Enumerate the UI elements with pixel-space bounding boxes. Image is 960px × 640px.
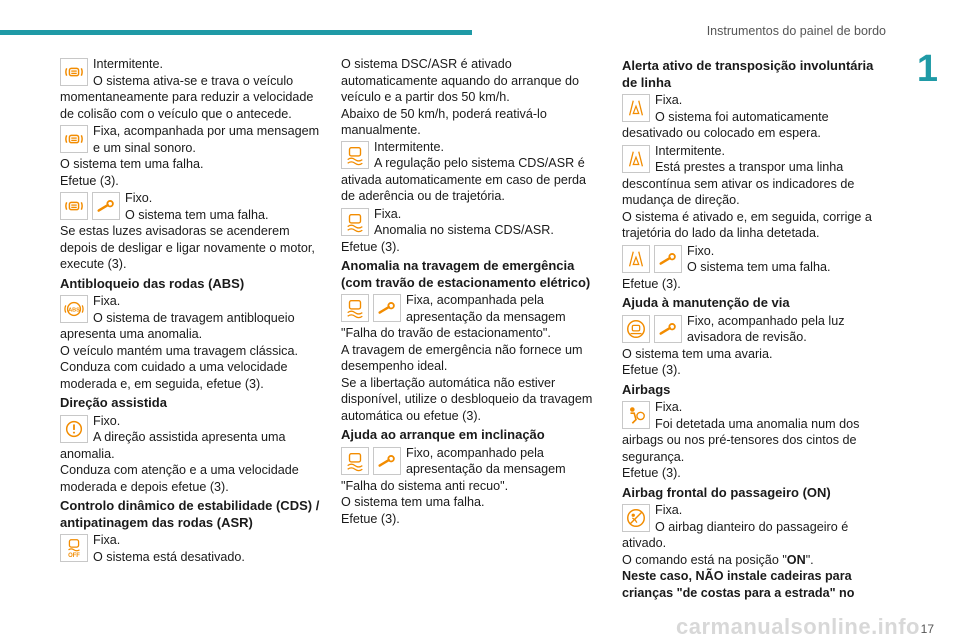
paragraph: Anomalia no sistema CDS/ASR. bbox=[374, 223, 554, 237]
page-number: 17 bbox=[920, 622, 934, 636]
paragraph: O sistema tem uma falha. bbox=[341, 495, 485, 509]
cds-icon bbox=[341, 447, 369, 475]
paragraph: Conduza com atenção e a uma velocidade moderada e depois efetue (3). bbox=[60, 463, 299, 494]
section-heading-lane-keeping: Ajuda à manutenção de via bbox=[622, 295, 790, 310]
header-accent-bar bbox=[0, 30, 472, 35]
cds-icon bbox=[341, 294, 369, 322]
steering-block bbox=[60, 413, 322, 496]
collision-alert-icon bbox=[60, 58, 88, 86]
wrench-icon bbox=[92, 192, 120, 220]
paragraph: O sistema tem uma falha. bbox=[125, 207, 269, 222]
paragraph: Está prestes a transpor uma linha descontínua sem ativar os indicadores de mudança de direção. bbox=[622, 160, 855, 207]
chapter-number: 1 bbox=[916, 48, 938, 90]
steering-wheel-icon bbox=[60, 415, 88, 443]
passenger-airbag-block bbox=[622, 502, 884, 601]
paragraph: Se a libertação automática não estiver disponível, utilize o desbloqueio da travagem automática ou efetue (3). bbox=[341, 375, 593, 423]
paragraph: O sistema tem uma avaria. bbox=[622, 346, 773, 361]
wrench-icon bbox=[373, 447, 401, 475]
lane-fixed-block bbox=[622, 92, 884, 142]
paragraph: A travagem de emergência não fornece um desempenho ideal. bbox=[341, 342, 583, 373]
abs-icon bbox=[60, 295, 88, 323]
lane-fault-block bbox=[622, 243, 884, 293]
text-bold: ON bbox=[786, 552, 806, 567]
paragraph: Fixa. bbox=[374, 206, 402, 221]
cds-intermittent-block bbox=[341, 139, 603, 205]
paragraph: Fixo, acompanhado pela apresentação da mensagem "Falha do sistema anti recuo". bbox=[341, 445, 566, 493]
wrench-icon bbox=[654, 315, 682, 343]
paragraph: O sistema DSC/ASR é ativado automaticamente aquando do arranque do veículo e a partir dos 50 km/h. bbox=[341, 57, 580, 104]
paragraph: O sistema está desativado. bbox=[93, 549, 245, 564]
paragraph: Conduza com cuidado a uma velocidade moderada e, em seguida, efetue (3). bbox=[60, 360, 288, 391]
paragraph: O sistema ativa-se e trava o veículo momentaneamente para reduzir a velocidade de colisão com o veículo que o antecede. bbox=[60, 73, 314, 121]
paragraph: Efetue (3). bbox=[622, 466, 681, 480]
text: O comando está na posição " bbox=[622, 552, 787, 567]
column-1 bbox=[60, 56, 322, 566]
paragraph bbox=[622, 552, 884, 569]
dsc-intro bbox=[341, 56, 603, 139]
paragraph: Intermitente. bbox=[374, 139, 444, 154]
paragraph: Fixa. bbox=[655, 93, 683, 107]
paragraph: Fixa. bbox=[655, 503, 683, 517]
emergency-braking-block bbox=[341, 292, 603, 424]
section-heading-abs: Antibloqueio das rodas (ABS) bbox=[60, 275, 245, 291]
column-3 bbox=[622, 56, 884, 602]
hill-start-block bbox=[341, 445, 603, 528]
paragraph: A regulação pelo sistema CDS/ASR é ativada automaticamente em caso de perda de aderência ou de trajetória. bbox=[341, 156, 587, 203]
airbag-icon bbox=[622, 401, 650, 429]
paragraph: Abaixo de 50 km/h, poderá reativá-lo manualmente. bbox=[341, 106, 547, 137]
lane-departure-icon bbox=[622, 145, 650, 173]
paragraph: Fixa, acompanhada pela apresentação da mensagem "Falha do travão de estacionamento". bbox=[341, 293, 566, 340]
section-heading-passenger-airbag: Airbag frontal do passageiro (ON) bbox=[622, 484, 831, 500]
lane-departure-icon bbox=[622, 94, 650, 122]
paragraph: Intermitente. bbox=[93, 57, 163, 71]
cds-off-block bbox=[60, 532, 322, 565]
cds-icon bbox=[341, 208, 369, 236]
paragraph: O sistema tem uma falha. bbox=[60, 157, 204, 171]
section-heading-emergency-braking: Anomalia na travagem de emergência (com travão de estacionamento elétrico) bbox=[341, 258, 591, 290]
paragraph: Fixa, acompanhada por uma mensagem e um sinal sonoro. bbox=[93, 124, 320, 155]
collision-fault-block bbox=[60, 190, 322, 273]
section-heading-airbags: Airbags bbox=[622, 381, 671, 397]
paragraph: Efetue (3). bbox=[622, 276, 681, 291]
paragraph: O sistema tem uma falha. bbox=[687, 260, 831, 274]
paragraph: Efetue (3). bbox=[60, 173, 119, 188]
wrench-icon bbox=[373, 294, 401, 322]
section-heading-cds: Controlo dinâmico de estabilidade (CDS) / antipatinagem das rodas (ASR) bbox=[60, 498, 320, 530]
paragraph: Fixa. bbox=[93, 533, 121, 547]
section-heading-hill-start: Ajuda ao arranque em inclinação bbox=[341, 427, 545, 442]
cds-off-icon bbox=[60, 534, 88, 562]
abs-block bbox=[60, 293, 322, 392]
paragraph: Fixa. bbox=[93, 294, 121, 308]
lane-keeping-assist-icon bbox=[622, 315, 650, 343]
paragraph: Efetue (3). bbox=[341, 239, 400, 254]
collision-intermittent-block bbox=[60, 56, 322, 122]
wrench-icon bbox=[654, 245, 682, 273]
paragraph: O airbag dianteiro do passageiro é ativado. bbox=[622, 519, 849, 550]
section-heading-lane-alert: Alerta ativo de transposição involuntária de linha bbox=[622, 58, 874, 90]
paragraph: Fixo. bbox=[687, 243, 715, 258]
lane-intermittent-block bbox=[622, 143, 884, 242]
paragraph: Fixo, acompanhado pela luz avisadora de revisão. bbox=[687, 313, 845, 344]
airbags-block bbox=[622, 399, 884, 482]
lane-keeping-block bbox=[622, 313, 884, 379]
cds-icon bbox=[341, 141, 369, 169]
paragraph: Fixa. bbox=[655, 400, 683, 414]
paragraph: O sistema foi automaticamente desativado ou colocado em espera. bbox=[622, 109, 829, 140]
column-2 bbox=[341, 56, 603, 528]
paragraph: Efetue (3). bbox=[341, 511, 400, 526]
paragraph: Fixo. bbox=[125, 191, 153, 205]
paragraph: O sistema é ativado e, em seguida, corrige a trajetória do lado da linha detetada. bbox=[622, 209, 872, 240]
collision-alert-icon bbox=[60, 192, 88, 220]
paragraph: Se estas luzes avisadoras se acenderem depois de desligar e ligar novamente o motor, execute (3). bbox=[60, 224, 315, 271]
watermark: carmanualsonline.info bbox=[676, 614, 920, 639]
cds-fixed-block bbox=[341, 206, 603, 256]
page-header-title: Instrumentos do painel de bordo bbox=[706, 24, 886, 38]
paragraph: O veículo mantém uma travagem clássica. bbox=[60, 343, 298, 358]
lane-departure-icon bbox=[622, 245, 650, 273]
paragraph: Foi detetada uma anomalia num dos airbags ou nos pré-tensores dos cintos de segurança. bbox=[622, 416, 860, 464]
paragraph: A direção assistida apresenta uma anomalia. bbox=[60, 430, 286, 461]
paragraph: O sistema de travagem antibloqueio apresenta uma anomalia. bbox=[60, 310, 295, 341]
collision-fixed-block bbox=[60, 123, 322, 189]
paragraph: Efetue (3). bbox=[622, 363, 681, 377]
text: ". bbox=[805, 552, 814, 567]
paragraph: Fixo. bbox=[93, 413, 121, 428]
warning-text: Neste caso, NÃO instale cadeiras para crianças "de costas para a estrada" no bbox=[622, 569, 855, 600]
collision-alert-icon bbox=[60, 125, 88, 153]
section-heading-steering: Direção assistida bbox=[60, 395, 167, 410]
paragraph: Intermitente. bbox=[655, 143, 725, 158]
passenger-airbag-icon bbox=[622, 504, 650, 532]
